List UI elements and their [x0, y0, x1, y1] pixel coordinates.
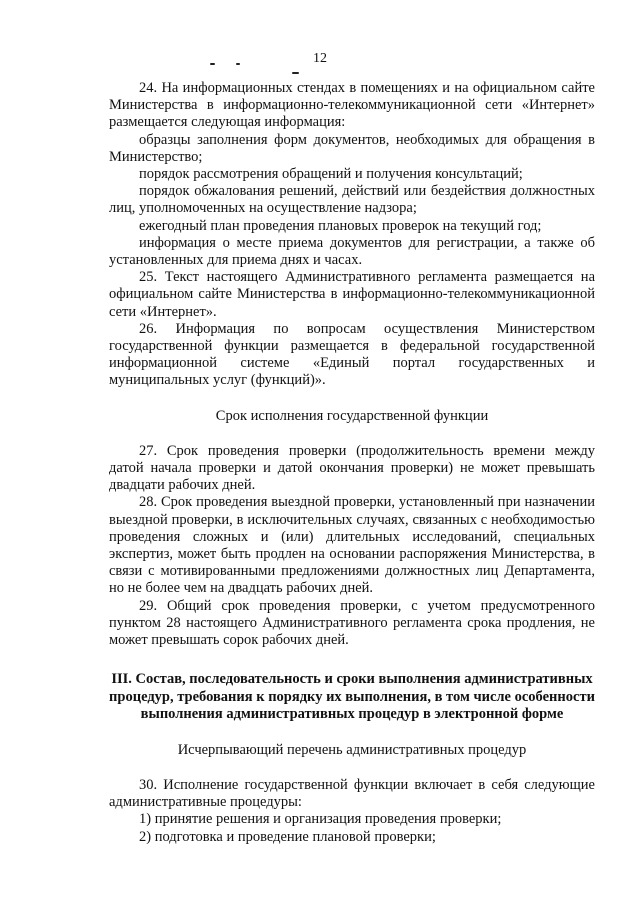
- heading-exhaustive-list: Исчерпывающий перечень административных процедур: [177, 741, 527, 758]
- paragraph-28: 28. Срок проведения выездной проверки, установленный при назначении выездной проверки, в исключительных случаях, связанных с необходимостью проведения сложных и (или) длительных исследований, специальных экспертиз, может быть продлен на основании распоряжения Министерства, в связи с мотивированными предложениями должностных лиц Департамента, но не более чем на двадцать рабочих дней.: [109, 494, 595, 597]
- paragraph-24: 24. На информационных стендах в помещениях и на официальном сайте Министерства в информационно-телекоммуникационной сети «Интернет» размещается следующая информация:: [109, 80, 595, 131]
- document-body: [109, 80, 595, 846]
- paragraph-24-item: образцы заполнения форм документов, необходимых для обращения в Министерство;: [109, 131, 595, 165]
- procedure-item: 1) принятие решения и организация проведения проверки;: [139, 811, 502, 828]
- paragraph-25: 25. Текст настоящего Административного регламента размещается на официальном сайте Министерства в информационно-телекоммуникационной сети «Интернет».: [109, 269, 595, 320]
- paragraph-27: 27. Срок проведения проверки (продолжительность времени между датой начала проверки и датой окончания проверки) не может превышать двадцати рабочих дней.: [109, 442, 595, 494]
- scan-speck: [292, 72, 299, 74]
- paragraph-26: 26. Информация по вопросам осуществления Министерством государственной функции размещается в федеральной государственной информационной системе «Единый портал государственных и муниципальных услуг (функций)».: [109, 320, 595, 389]
- page-number: 12: [313, 51, 327, 66]
- paragraph-24-item: порядок рассмотрения обращений и получения консультаций;: [139, 166, 523, 183]
- paragraph-24-item: порядок обжалования решений, действий или бездействия должностных лиц, уполномоченных на осуществление надзора;: [109, 183, 595, 217]
- section-3-title: III. Состав, последовательность и сроки выполнения административных процедур, требования к порядку их выполнения, в том числе особенности выполнения административных процедур в электронной форме: [109, 671, 595, 723]
- paragraph-29: 29. Общий срок проведения проверки, с учетом предусмотренного пунктом 28 настоящего Административного регламента срока продления, не может превышать сорок рабочих дней.: [109, 597, 595, 649]
- procedure-item: 2) подготовка и проведение плановой проверки;: [139, 828, 436, 845]
- paragraph-30: 30. Исполнение государственной функции включает в себя следующие административные процедуры:: [109, 777, 595, 811]
- paragraph-24-item: информация о месте приема документов для регистрации, а также об установленных для приема днях и часах.: [109, 234, 595, 269]
- paragraph-24-item: ежегодный план проведения плановых проверок на текущий год;: [139, 217, 542, 234]
- heading-term: Срок исполнения государственной функции: [215, 407, 489, 424]
